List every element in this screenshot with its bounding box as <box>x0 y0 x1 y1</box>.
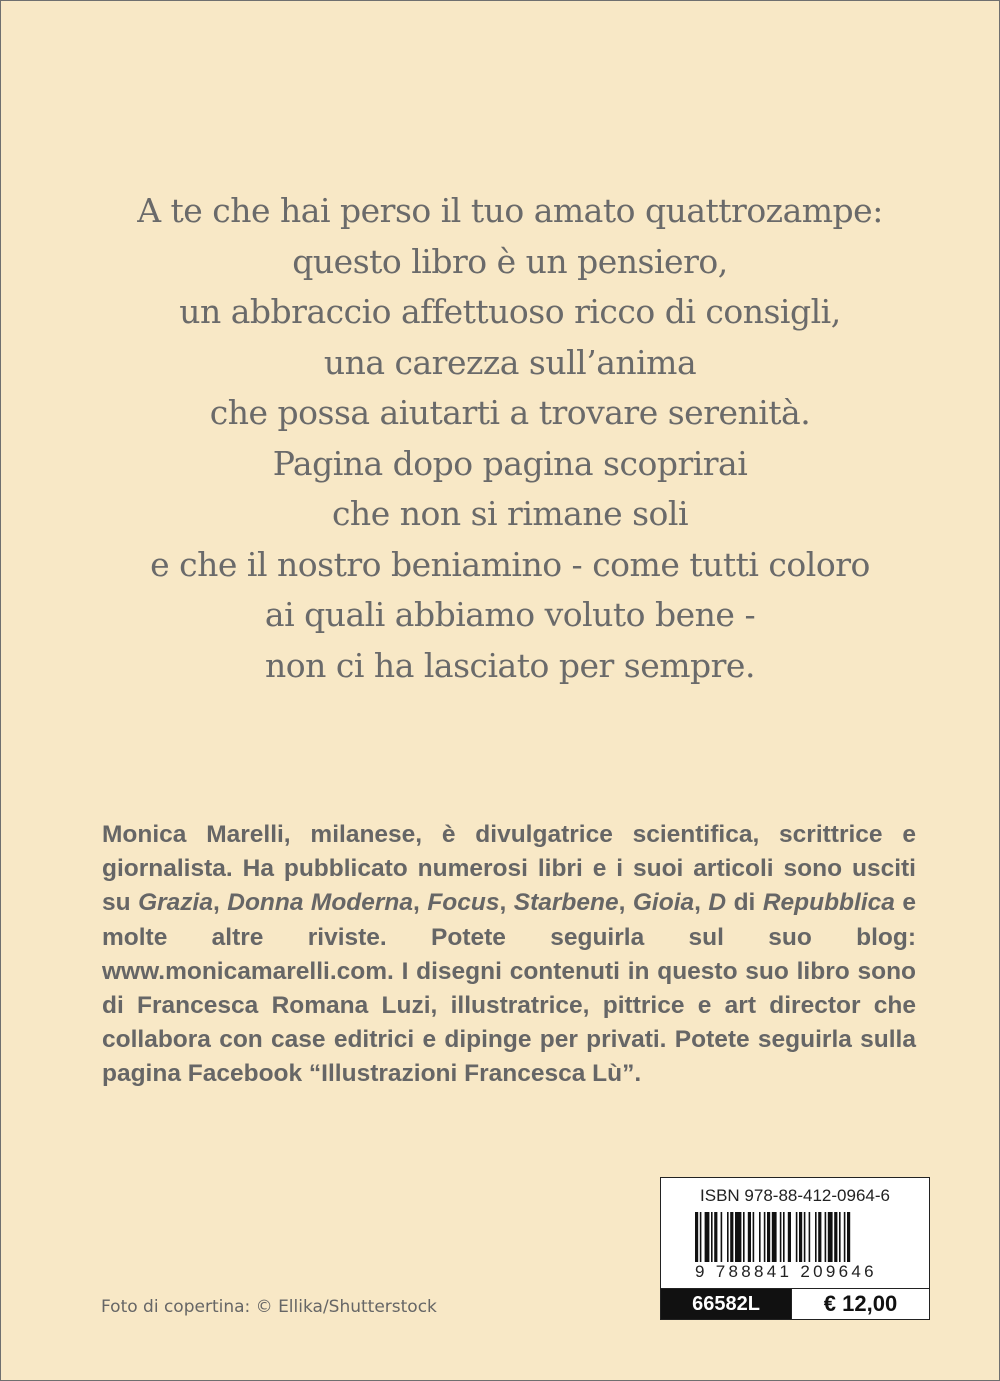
poem-line: Pagina dopo pagina scoprirai <box>272 443 748 483</box>
barcode-icon <box>695 1212 899 1262</box>
bio-text: Monica Marelli, milanese, è divulgatrice scientifica, scrittrice e giornalista. Ha pubblicato numerosi libri e i suoi articoli sono usciti su <box>102 821 916 917</box>
poem-line: A te che hai perso il tuo amato quattrozampe: <box>137 191 883 230</box>
product-code: 66582L <box>661 1289 791 1319</box>
magazine-name: Focus <box>427 889 500 917</box>
bio-text: , <box>499 889 514 917</box>
cover-photo-credit: Foto di copertina: © Ellika/Shutterstock <box>101 1297 437 1317</box>
bio-text: di <box>726 889 763 917</box>
bio-text: , <box>212 889 228 917</box>
isbn-label: ISBN 978-88-412-0964-6 <box>700 1186 890 1205</box>
poem-line: un abbraccio affettuoso ricco di consigli, <box>179 292 841 331</box>
bio-text: , <box>694 889 709 917</box>
barcode-digits: 9 788841 209646 <box>695 1262 877 1281</box>
poem-line: non ci ha lasciato per sempre. <box>265 645 755 685</box>
poem-line: una carezza sull’anima <box>323 342 697 382</box>
magazine-name: Starbene <box>513 889 619 917</box>
magazine-name: D <box>708 889 727 917</box>
magazine-name: Repubblica <box>762 889 895 917</box>
poem-line: che possa aiutarti a trovare serenità. <box>209 393 811 432</box>
poem-line: che non si rimane soli <box>331 494 689 533</box>
author-bio <box>102 818 916 1092</box>
blurb-poem <box>60 186 960 691</box>
price-label: € 12,00 <box>791 1289 929 1319</box>
bio-text: e molte altre riviste. Potete seguirla sul suo blog: www.monicamarelli.com. I disegni contenuti in questo suo libro sono di Francesca Romana Luzi, illustratrice, pittrice e art director che collabora con case editrici e dipinge per privati. Potete seguirla sulla pagina Facebook “Illustrazioni Francesca Lù”. <box>102 889 916 1088</box>
poem-line: questo libro è un pensiero, <box>292 241 728 281</box>
poem-line: e che il nostro beniamino - come tutti coloro <box>150 544 870 584</box>
magazine-name: Donna Moderna <box>227 889 414 917</box>
poem-line: ai quali abbiamo voluto bene - <box>264 595 756 634</box>
barcode-box <box>660 1177 930 1320</box>
bio-text: , <box>413 889 428 917</box>
magazine-name: Grazia <box>138 889 213 917</box>
bio-text: , <box>618 889 633 917</box>
price-row <box>661 1288 929 1319</box>
magazine-name: Gioia <box>632 889 695 917</box>
